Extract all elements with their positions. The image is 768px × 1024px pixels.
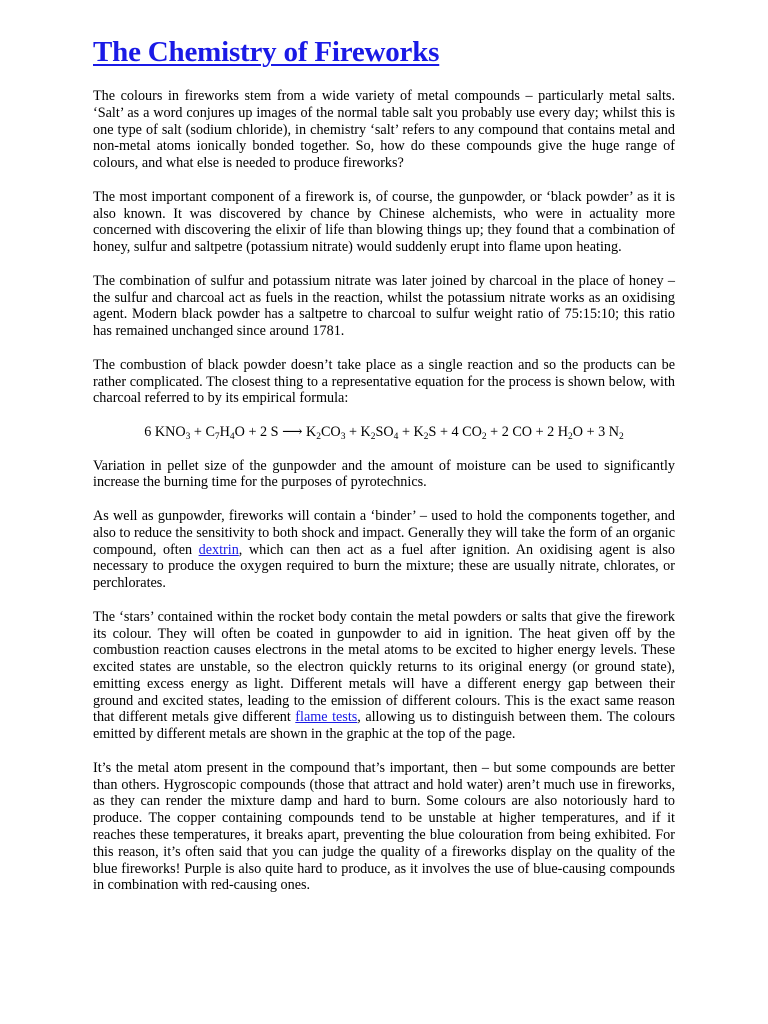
- paragraph-binder: As well as gunpowder, fireworks will contain a ‘binder’ – used to hold the components together, and also to reduce the sensitivity to both shock and impact. Generally they will take the form of an organic compound, often dextrin, which can then act as a fuel after ignition. An oxidising agent is also necessary to produce the oxygen required to burn the mixture; these are usually nitrate, chlorates, or perchlorates.: [93, 507, 675, 592]
- flame-tests-link[interactable]: flame tests: [295, 709, 358, 726]
- paragraph-composition: The combination of sulfur and potassium nitrate was later joined by charcoal in the place of honey – the sulfur and charcoal act as fuels in the reaction, whilst the potassium nitrate works as an oxidising agent. Modern black powder has a saltpetre to charcoal to sulfur weight ratio of 75:15:10; this ratio has remained unchanged since around 1781.: [93, 272, 675, 340]
- combustion-equation: 6 $KNO_3 + C_7H_4O + 2$ S ⟶ $K_2CO_3 + K_2SO_4 + K_2S + 4$ $CO_2 + 2$ CO + 2 $H_2O + 3$ $N_2$: [144, 423, 624, 442]
- paragraph-intro: The colours in fireworks stem from a wide variety of metal compounds – particularly metal salts. ‘Salt’ as a word conjures up images of the normal table salt you probably use every day; whilst this is one type of salt (sodium chloride), in chemistry ‘salt’ refers to any compound that contains metal and non-metal atoms ionically bonded together. So, how do these compounds give the huge range of colours, and what else is needed to produce fireworks?: [93, 88, 675, 172]
- paragraph-combustion: The combustion of black powder doesn’t take place as a single reaction and so the products can be rather complicated. The closest thing to a representative equation for the process is shown below, with charcoal referred to by its empirical formula:: [93, 356, 675, 407]
- page-title[interactable]: The Chemistry of Fireworks: [93, 36, 440, 68]
- paragraph-stars: The ‘stars’ contained within the rocket body contain the metal powders or salts that give the firework its colour. They will often be coated in gunpowder to aid in ignition. The heat given off by the combustion reaction causes electrons in the metal atoms to be excited to higher energy levels. These excited states are unstable, so the electron quickly returns to its original energy (or ground state), emitting excess energy as light. Different metals will have a different energy gap between their ground and excited states, leading to the emission of different colours. This is the exact same reason that different metals give different flame tests, allowing us to distinguish between them. The colours emitted by different metals are shown in the graphic at the top of the page.: [93, 608, 675, 743]
- paragraph-metal-atoms: It’s the metal atom present in the compound that’s important, then – but some compounds are better than others. Hygroscopic compounds (those that attract and hold water) aren’t much use in fireworks, as they can render the mixture damp and hard to burn. Some colours are also notoriously hard to produce. The copper containing compounds tend to be unstable at higher temperatures, and if it reaches these temperatures, it breaks apart, preventing the blue colouration from being exhibited. For this reason, it’s often said that you can judge the quality of a fireworks display on the quality of the blue fireworks! Purple is also quite hard to produce, as it involves the use of blue-causing compounds in combination with red-causing ones.: [93, 759, 675, 894]
- dextrin-link[interactable]: dextrin: [198, 541, 239, 558]
- paragraph-gunpowder: The most important component of a firework is, of course, the gunpowder, or ‘black powder’ as it is also known. It was discovered by chance by Chinese alchemists, who were in actuality more concerned with discovering the elixir of life than blowing things up; they found that a combination of honey, sulfur and saltpetre (potassium nitrate) would suddenly erupt into flame upon heating.: [93, 188, 675, 256]
- article: [93, 30, 675, 911]
- paragraph-pellet-size: Variation in pellet size of the gunpowder and the amount of moisture can be used to significantly increase the burning time for the purposes of pyrotechnics.: [93, 457, 675, 491]
